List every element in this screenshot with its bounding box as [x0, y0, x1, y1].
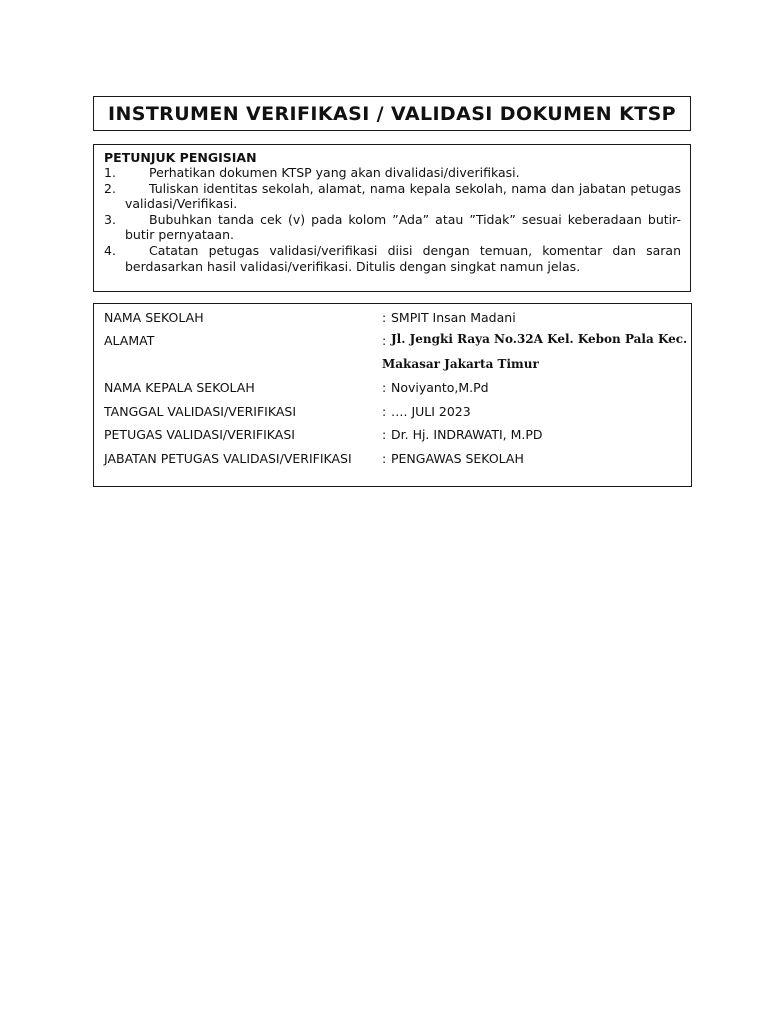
position-label: JABATAN PETUGAS VALIDASI/VERIFIKASI — [104, 451, 352, 466]
colon: : — [382, 427, 387, 442]
colon: : — [382, 333, 387, 348]
school-name-value: SMPIT Insan Madani — [391, 310, 516, 325]
school-name-label: NAMA SEKOLAH — [104, 310, 204, 325]
instruction-item — [104, 165, 681, 181]
instruction-number: 2. — [104, 180, 116, 196]
instruction-number: 1. — [104, 165, 116, 180]
instruction-text: Perhatikan dokumen KTSP yang akan divalidasi/diverifikasi. — [149, 165, 520, 180]
instructions-list — [104, 165, 681, 274]
colon: : — [382, 404, 387, 419]
instructions-box — [93, 144, 691, 292]
instruction-item — [104, 212, 681, 243]
colon: : — [382, 380, 387, 395]
address-value-line2: Makasar Jakarta Timur — [382, 357, 539, 371]
instruction-number: 4. — [104, 242, 116, 258]
instruction-item — [104, 181, 681, 212]
address-label: ALAMAT — [104, 333, 155, 348]
principal-label: NAMA KEPALA SEKOLAH — [104, 380, 255, 395]
instruction-item — [104, 243, 681, 274]
officer-label: PETUGAS VALIDASI/VERIFIKASI — [104, 427, 295, 442]
address-value-line1: Jl. Jengki Raya No.32A Kel. Kebon Pala Kec. — [391, 332, 688, 346]
date-label: TANGGAL VALIDASI/VERIFIKASI — [104, 404, 297, 419]
identity-box — [93, 303, 692, 487]
instruction-text: Catatan petugas validasi/verifikasi diisi dengan temuan, komentar dan saran berdasarkan hasil validasi/verifikasi. Ditulis dengan singkat namun jelas. — [125, 242, 681, 274]
officer-value: Dr. Hj. INDRAWATI, M.PD — [391, 427, 543, 442]
instruction-number: 3. — [104, 211, 116, 227]
position-value: PENGAWAS SEKOLAH — [391, 451, 524, 466]
colon: : — [382, 310, 387, 325]
title-box — [93, 96, 691, 131]
date-value: …. JULI 2023 — [391, 404, 471, 419]
document-title: INSTRUMEN VERIFIKASI / VALIDASI DOKUMEN KTSP — [107, 103, 677, 125]
principal-value: Noviyanto,M.Pd — [391, 380, 489, 395]
instruction-text: Tuliskan identitas sekolah, alamat, nama kepala sekolah, nama dan jabatan petugas validasi/Verifikasi. — [125, 180, 681, 212]
instructions-heading: PETUNJUK PENGISIAN — [104, 150, 257, 165]
instruction-text: Bubuhkan tanda cek (v) pada kolom ”Ada” atau ”Tidak” sesuai keberadaan butir-butir pernyataan. — [125, 211, 681, 243]
colon: : — [382, 451, 387, 466]
